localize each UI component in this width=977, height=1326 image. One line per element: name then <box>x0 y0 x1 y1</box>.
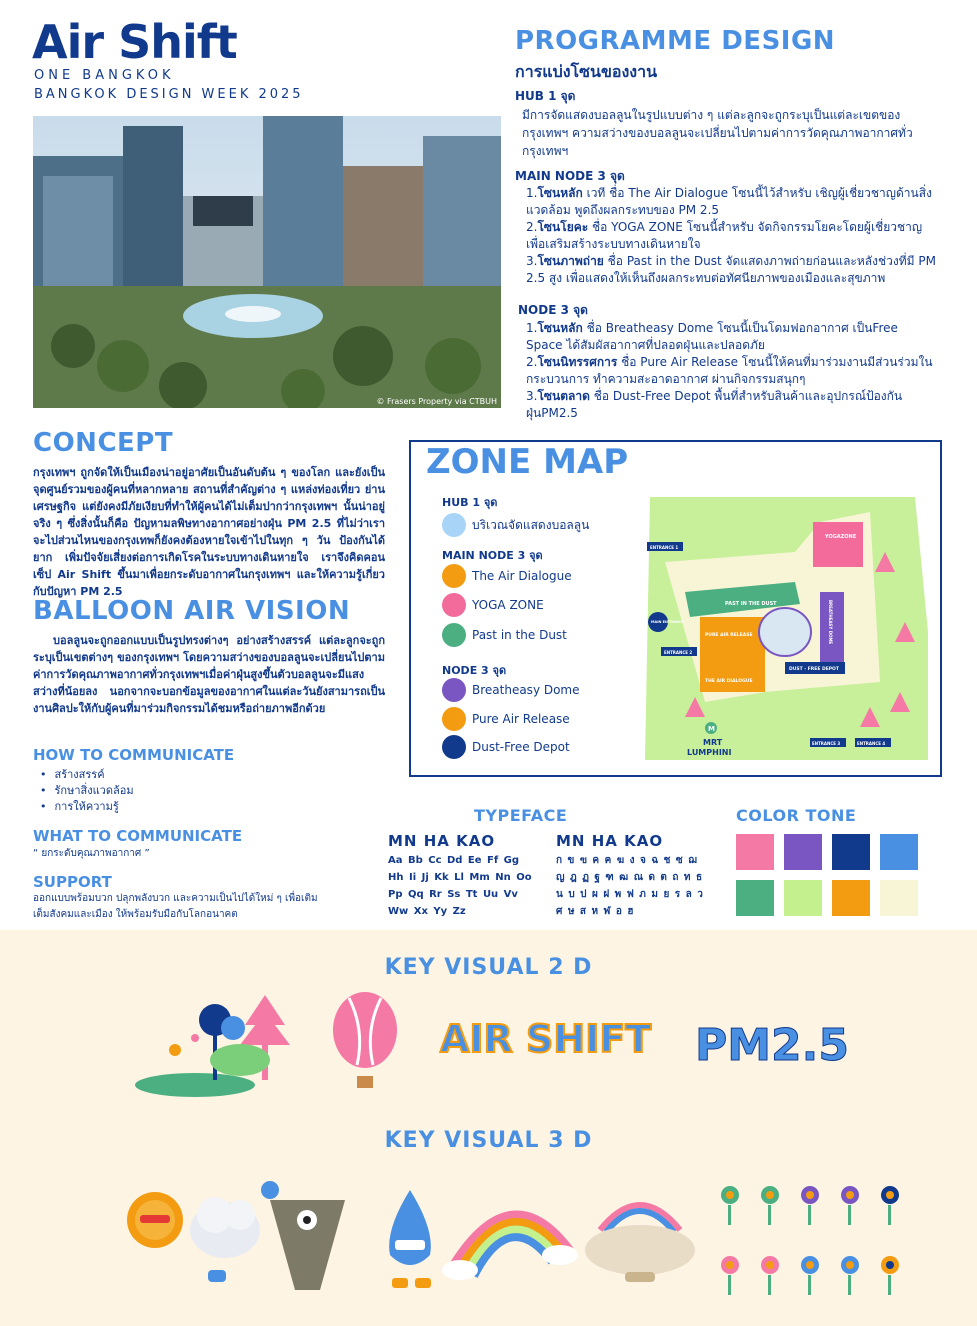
air-shift-logo <box>440 1017 651 1061</box>
map-label: PAST IN THE DUST <box>725 601 777 607</box>
map-svg <box>645 492 928 760</box>
programme-subtitle: การแบ่งโซนของงาน <box>515 62 658 81</box>
main-node-heading: MAIN NODE 3 จุด <box>515 169 625 183</box>
legend-dot <box>442 678 466 702</box>
map-label: DUST - FREE DEPOT <box>789 667 839 672</box>
legend-dot <box>442 707 466 731</box>
map-mrt-icon: M <box>708 725 715 733</box>
what-text: “ ยกระดับคุณภาพอากาศ ” <box>33 848 150 859</box>
legend-item <box>442 623 567 647</box>
legend-label: The Air Dialogue <box>472 569 572 583</box>
subtitle-location: ONE BANGKOK <box>34 68 175 83</box>
map-label: THE AIR DIALOGUE <box>705 679 753 684</box>
nature-graphic <box>135 995 290 1097</box>
balloon-graphic <box>333 992 397 1088</box>
main-node-item: 3.โซนภาพถ่าย ชื่อ Past in the Dust จัดแสดงภาพถ่ายก่อนและหลังช่วงที่มี PM 2.5 สูง เพื่อแสดงให้เห็นถึงผลกระทบต่อทัศนียภาพของเมืองและสุขภาพ <box>526 254 936 285</box>
colortone-title: COLOR TONE <box>736 806 857 825</box>
site-photo-illustration <box>33 116 501 408</box>
support-text: ออกแบบพร้อมบวก ปลุกพลังบวก และความเป็นไปได้ใหม่ ๆ เพื่อเติมเต็มสังคมและเมือง ให้พร้อมรับมือกับโลกอนาคต <box>33 893 318 920</box>
cloud-character <box>190 1181 279 1282</box>
map-label: ENTRANCE 1 <box>650 545 679 550</box>
color-swatch <box>736 880 774 916</box>
pm25-logo <box>695 1020 849 1071</box>
legend-hub-heading: HUB 1 จุด <box>442 496 498 509</box>
concept-body: กรุงเทพฯ ถูกจัดให้เป็นเมืองน่าอยู่อาศัยเป็นอันดับต้น ๆ ของโลก และยังเป็นจุดศูนย์รวมของผู้คนที่หลากหลาย สถานที่สำคัญต่าง ๆ แหล่งท่องเที่ยว ย่านเศรษฐกิจ แต่ยังคงมีภัยเงียบที่ทำให้ผู้คนได้ไม่เต็มปากว่ากรุงเทพฯ นั้นน่าอยู่จริง ๆ ซึ่งสิ่งนั้นก็คือ ปัญหามลพิษทางอากาศอย่างฝุ่น PM 2.5 ที่ไม่ว่าเราจะไปส่วนไหนของกรุงเทพก็ยังคงต้องหายใจเข้าไปในทุก ๆ วัน ป้องกันได้ยาก เพิ่มปัจจัยเสี่ยงต่อการเกิดโรคในระบบทางเดินหายใจ เราจึงคิดคอนเซ็ป Air Shift ขึ้นมาเพื่อยกระดับอากาศในกรุงเทพฯ และให้ความรู้เกี่ยวกับปัญหา PM 2.5 <box>33 466 385 598</box>
map-label: MAIN ENTRANCE <box>651 620 684 624</box>
legend-item <box>442 735 570 759</box>
blimp-character <box>585 1205 695 1282</box>
key-visual-2d-title: KEY VISUAL 2 D <box>384 955 593 980</box>
pm-text: PM2.5 <box>695 1020 849 1071</box>
how-list <box>40 767 134 815</box>
legend-dot <box>442 735 466 759</box>
rainbow-character <box>442 1214 578 1280</box>
map-label: ENTRANCE 3 <box>812 741 841 746</box>
photo-credit: © Frasers Property via CTBUH <box>376 397 497 406</box>
color-swatch <box>880 834 918 870</box>
typeface-thai-name: MN HA KAO <box>556 832 664 850</box>
main-node-list <box>526 185 936 287</box>
flower-grid <box>721 1186 899 1295</box>
legend-node-heading: NODE 3 จุด <box>442 664 507 677</box>
legend-item <box>442 593 544 617</box>
hub-heading: HUB 1 จุด <box>515 89 576 103</box>
how-item: • การให้ความรู้ <box>40 799 134 815</box>
key-visual-3d-title: KEY VISUAL 3 D <box>384 1128 593 1153</box>
map-label: MRT <box>703 738 723 747</box>
map-label: YOGAZONE <box>825 534 857 540</box>
node-item: 3.โซนตลาด ชื่อ Dust-Free Depot พื้นที่สำหรับสินค้าและอุปกรณ์ป้องกันฝุ่นPM2.5 <box>526 389 903 420</box>
legend-item <box>442 513 589 537</box>
map-label: LUMPHINI <box>687 748 732 757</box>
legend-dot <box>442 593 466 617</box>
balloon-title: BALLOON AIR VISION <box>33 596 351 626</box>
legend-label: YOGA ZONE <box>472 598 544 612</box>
map-label: ENTRANCE 2 <box>664 650 693 655</box>
legend-dot <box>442 513 466 537</box>
map-label: BREATHEASY DOME <box>828 600 833 645</box>
dust-character <box>270 1200 345 1290</box>
legend-item <box>442 678 580 702</box>
color-swatch <box>784 834 822 870</box>
color-swatch <box>832 880 870 916</box>
node-item: 1.โซนหลัก ชื่อ Breatheasy Dome โซนนี้เป็นโดมฟอกอากาศ เป็นFree Space ได้สัมผัสอากาศที่ปลอดฝุ่นและปลอดภัย <box>526 321 898 352</box>
how-title: HOW TO COMMUNICATE <box>33 746 235 764</box>
typeface-latin-glyphs: Aa Bb Cc Dd Ee Ff Gg Hh Ii Jj Kk Ll Mm Nn Oo Pp Qq Rr Ss Tt Uu Vv Ww Xx Yy Zz <box>388 855 532 917</box>
what-title: WHAT TO COMMUNICATE <box>33 827 243 845</box>
how-item: • รักษาสิ่งแวดล้อม <box>40 783 134 799</box>
color-swatch <box>784 880 822 916</box>
concept-title: CONCEPT <box>33 428 174 458</box>
logo-text: AIR SHIFT <box>440 1017 652 1061</box>
page-title: Air Shift <box>32 15 237 69</box>
legend-label: Past in the Dust <box>472 628 567 642</box>
legend-item <box>442 707 570 731</box>
support-title: SUPPORT <box>33 873 112 891</box>
key-visual-3d-graphics <box>120 1160 920 1300</box>
main-node-item: 1.โซนหลัก เวที ชื่อ The Air Dialogue โซนนี้ไว้สำหรับ เชิญผู้เชี่ยวชาญด้านสิ่งแวดล้อม พูดถึงผลกระทบของ PM 2.5 <box>526 186 932 217</box>
balloon-body: บอลลูนจะถูกออกแบบเป็นรูปทรงต่างๆ อย่างสร้างสรรค์ แต่ละลูกจะถูกระบุเป็นเขตต่างๆ ของกรุงเทพฯ โดยความสว่างของบอลลูนจะเปลี่ยนไปตามค่าการวัดคุณภาพอากาศทั่วกรุงเทพฯเมื่อค่าฝุ่นสูงขึ้นตัวบอลลูนจะมีแสงสว่างที่น้อยลง นอกจากจะบอกข้อมูลของอากาศในแต่ละวันยังสามารถเป็นงานศิลปะให้กับผู้คนที่มาร่วมกิจกรรมได้ชมหรือถ่ายภาพอีกด้วย <box>33 634 385 715</box>
map-label: PURE AIR RELEASE <box>705 633 753 638</box>
legend-dot <box>442 623 466 647</box>
legend-label: Pure Air Release <box>472 712 570 726</box>
programme-title: PROGRAMME DESIGN <box>515 26 836 56</box>
map-yogazone-area <box>813 522 863 567</box>
main-node-item: 2.โซนโยคะ ชื่อ YOGA ZONE โซนนี้สำหรับ จัดกิจกรรมโยคะโดยผู้เชี่ยวชาญ เพื่อเสริมสร้างระบบทางเดินหายใจ <box>526 220 923 251</box>
how-item: • สร้างสรรค์ <box>40 767 134 783</box>
legend-label: Dust-Free Depot <box>472 740 570 754</box>
hub-text: มีการจัดแสดงบอลลูนในรูปแบบต่าง ๆ แต่ละลูกจะถูกระบุเป็นแต่ละเขตของกรุงเทพฯ ความสว่างของบอลลูนจะเปลี่ยนไปตามค่าการวัดคุณภาพอากาศทั่วกรุงเทพฯ <box>522 108 913 158</box>
color-swatch <box>880 880 918 916</box>
key-visual-2d-graphics <box>135 990 855 1100</box>
legend-item <box>442 564 572 588</box>
typeface-title: TYPEFACE <box>474 806 568 825</box>
subtitle-event: BANGKOK DESIGN WEEK 2025 <box>34 87 304 102</box>
node-heading: NODE 3 จุด <box>518 303 588 317</box>
color-swatch <box>736 834 774 870</box>
sun-character <box>127 1192 183 1248</box>
legend-main-heading: MAIN NODE 3 จุด <box>442 549 543 562</box>
legend-dot <box>442 564 466 588</box>
zone-map-title: ZONE MAP <box>426 442 629 482</box>
site-photo <box>33 116 501 408</box>
color-swatch <box>832 834 870 870</box>
map-label: ENTRANCE 4 <box>857 741 886 746</box>
water-drop-character <box>389 1190 431 1288</box>
typeface-latin-name: MN HA KAO <box>388 832 496 850</box>
legend-label: Breatheasy Dome <box>472 683 580 697</box>
node-item: 2.โซนนิทรรศการ ชื่อ Pure Air Release โซนนี้ให้คนที่มาร่วมงานมีส่วนร่วมในกระบวนการ ทำความสะอาดอากาศ ผ่านกิจกรรมสนุกๆ <box>526 355 933 386</box>
typeface-thai-glyphs: ก ข ฃ ค ฅ ฆ ง จ ฉ ช ซ ฌ ญ ฎ ฏ ฐ ฑ ฒ ณ ด ต ถ ท ธ น บ ป ผ ฝ พ ฟ ภ ม ย ร ล ว ศ ษ ส ห ฬ อ ฮ <box>556 855 703 917</box>
zone-map-illustration <box>645 492 928 760</box>
node-list <box>526 320 936 422</box>
legend-label: บริเวณจัดแสดงบอลลูน <box>472 517 590 532</box>
